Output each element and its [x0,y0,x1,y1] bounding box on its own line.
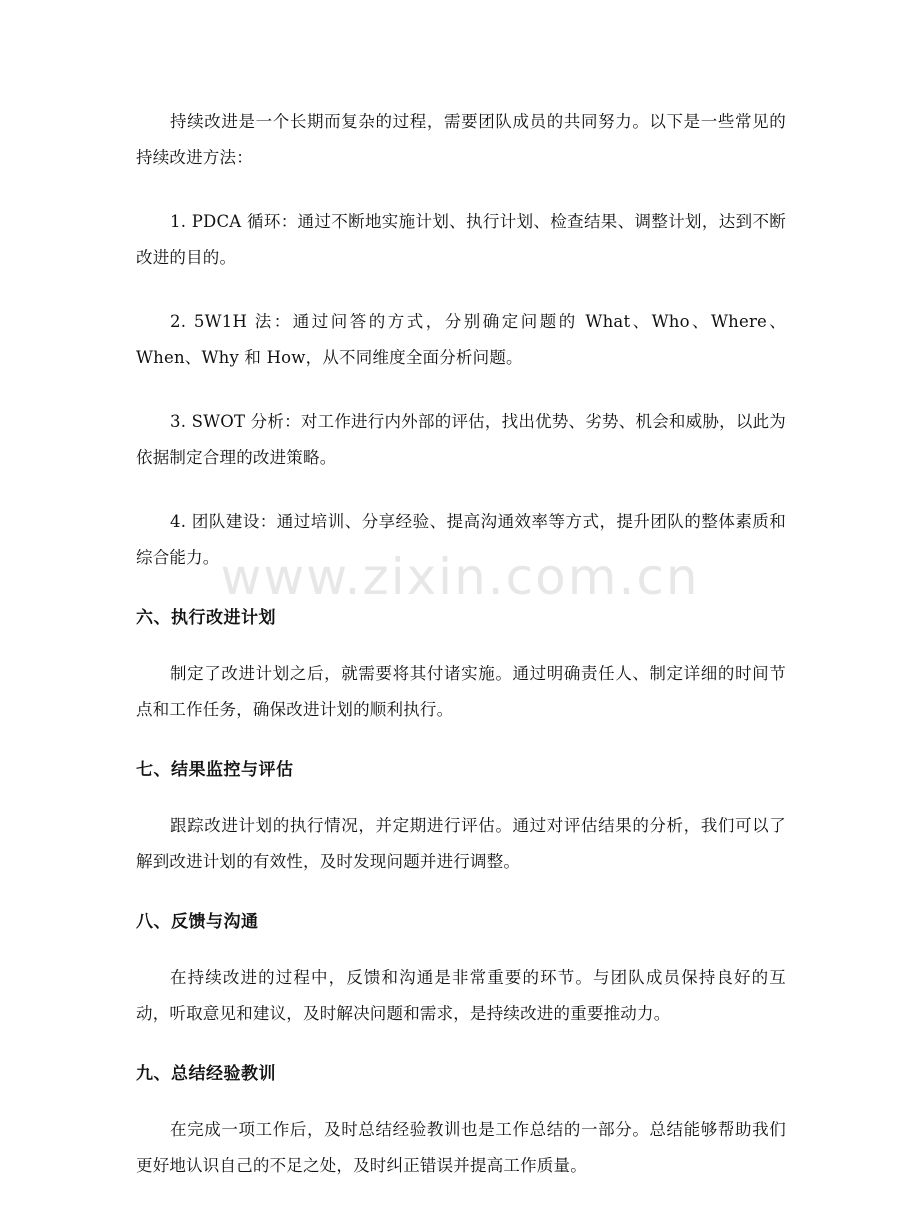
paragraph-section-7: 跟踪改进计划的执行情况，并定期进行评估。通过对评估结果的分析，我们可以了解到改进计划的有效性，及时发现问题并进行调整。 [136,816,786,871]
paragraph-method-pdca: 1. PDCA 循环：通过不断地实施计划、执行计划、检查结果、调整计划，达到不断改进的目的。 [136,212,786,267]
paragraph-section-9: 在完成一项工作后，及时总结经验教训也是工作总结的一部分。总结能够帮助我们更好地认识自己的不足之处，及时纠正错误并提高工作质量。 [136,1120,786,1175]
paragraph-method-swot: 3. SWOT 分析：对工作进行内外部的评估，找出优势、劣势、机会和威胁，以此为依据制定合理的改进策略。 [136,412,786,467]
section-heading-6: 六、执行改进计划 [136,608,276,628]
paragraph-section-8: 在持续改进的过程中，反馈和沟通是非常重要的环节。与团队成员保持良好的互动，听取意见和建议，及时解决问题和需求，是持续改进的重要推动力。 [136,968,786,1023]
section-heading-8: 八、反馈与沟通 [136,912,259,932]
paragraph-method-team: 4. 团队建设：通过培训、分享经验、提高沟通效率等方式，提升团队的整体素质和综合能力。 [136,512,786,567]
paragraph-section-6: 制定了改进计划之后，就需要将其付诸实施。通过明确责任人、制定详细的时间节点和工作任务，确保改进计划的顺利执行。 [136,664,786,719]
paragraph-intro: 持续改进是一个长期而复杂的过程，需要团队成员的共同努力。以下是一些常见的持续改进方法： [136,112,786,167]
watermark: www.zixin.com.cn [220,548,700,606]
document-body [136,104,786,1212]
section-heading-7: 七、结果监控与评估 [136,760,294,780]
section-heading-9: 九、总结经验教训 [136,1064,276,1084]
paragraph-method-5w1h: 2. 5W1H 法：通过问答的方式，分别确定问题的 What、Who、Where、When、Why 和 How，从不同维度全面分析问题。 [136,312,786,367]
